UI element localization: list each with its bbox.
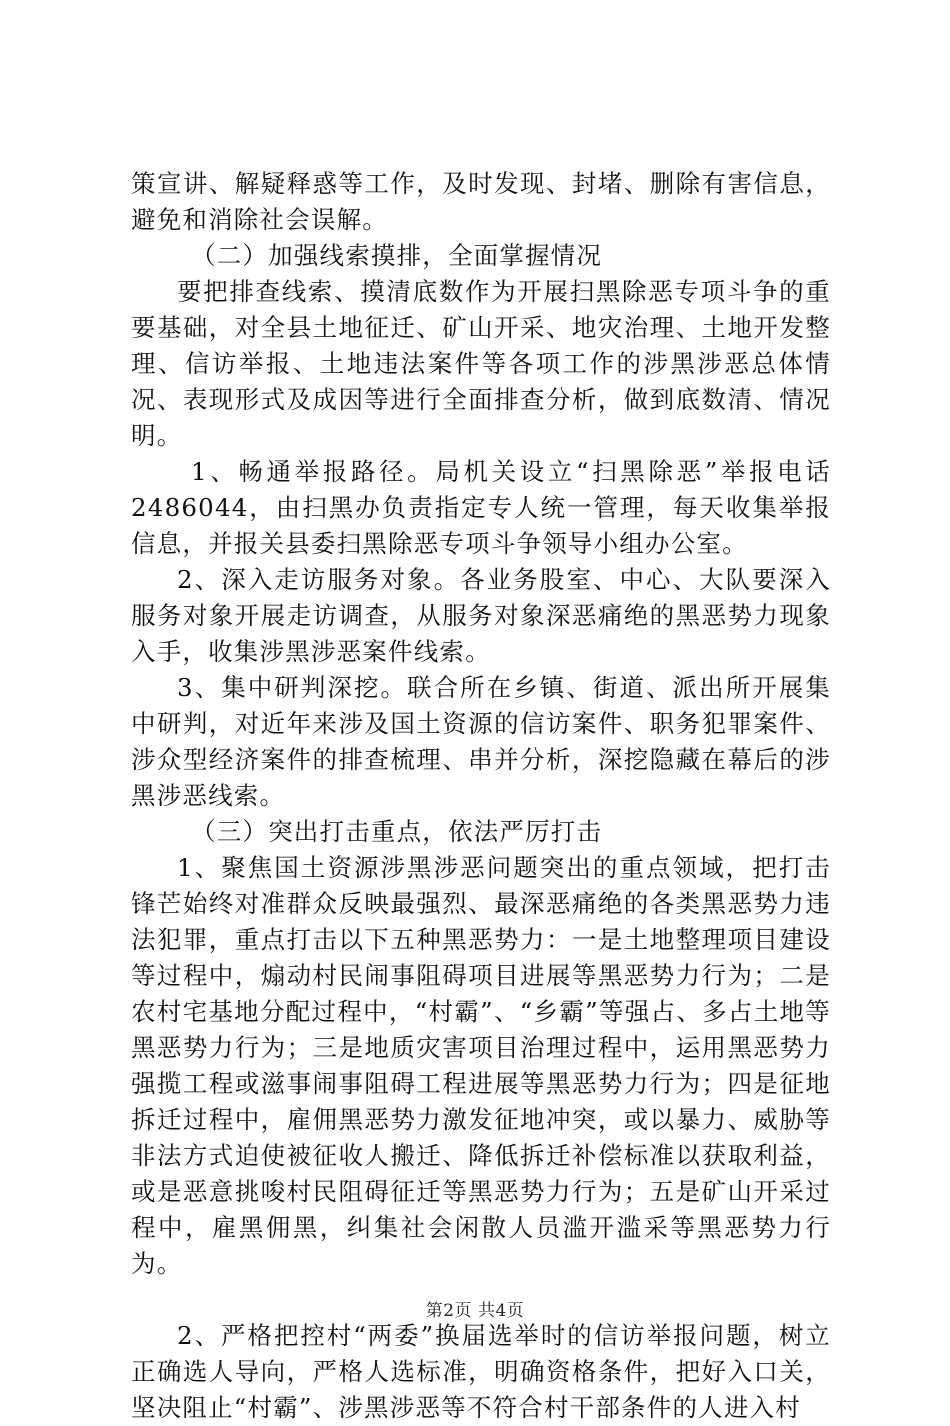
- paragraph-section-2-intro: 要把排查线索、摸清底数作为开展扫黑除恶专项斗争的重要基础，对全县土地征迁、矿山开采、地灾治理、土地开发整理、信访举报、土地违法案件等各项工作的涉黑涉恶总体情况、表现形式及成因等进行全面排查分析，做到底数清、情况明。: [131, 277, 831, 450]
- paragraph-section-3-item-1: 1、聚焦国土资源涉黑涉恶问题突出的重点领域，把打击锋芒始终对准群众反映最强烈、最深恶痛绝的各类黑恶势力违法犯罪，重点打击以下五种黑恶势力：一是土地整理项目建设等过程中，煽动村民闹事阻碍项目进展等黑恶势力行为；二是农村宅基地分配过程中，“村霸”、“乡霸”等强占、多占土地等黑恶势力行为；三是地质灾害项目治理过程中，运用黑恶势力强揽工程或滋事闹事阻碍工程进展等黑恶势力行为；四是征地拆迁过程中，雇佣黑恶势力激发征地冲突，或以暴力、威胁等非法方式迫使被征收人搬迁、降低拆迁补偿标准以获取利益，或是恶意挑唆村民阻碍征迁等黑恶势力行为；五是矿山开采过程中，雇黑佣黑，纠集社会闲散人员滥开滥采等黑恶势力行为。: [131, 853, 831, 1278]
- page-footer: 第2页 共4页: [425, 1301, 525, 1321]
- section-heading-2: （二）加强线索摸排，全面掌握情况: [191, 241, 603, 270]
- paragraph-section-3-item-2: 2、严格把控村“两委”换届选举时的信访举报问题，树立正确选人导向，严格人选标准，明确资格条件，把好入口关，坚决阻止“村霸”、涉黑涉恶等不符合村干部条件的人进入村: [131, 1321, 831, 1422]
- paragraph-item-1: 1、畅通举报路径。局机关设立“扫黑除恶”举报电话2486044，由扫黑办负责指定专人统一管理，每天收集举报信息，并报关县委扫黑除恶专项斗争领导小组办公室。: [131, 457, 831, 558]
- document-body: [131, 166, 831, 1426]
- paragraph-item-3: 3、集中研判深挖。联合所在乡镇、街道、派出所开展集中研判，对近年来涉及国土资源的信访案件、职务犯罪案件、涉众型经济案件的排查梳理、串并分析，深挖隐藏在幕后的涉黑涉恶线索。: [131, 673, 831, 810]
- paragraph-continuation: 策宣讲、解疑释惑等工作，及时发现、封堵、删除有害信息，避免和消除社会误解。: [131, 169, 831, 234]
- paragraph-item-2: 2、深入走访服务对象。各业务股室、中心、大队要深入服务对象开展走访调查，从服务对象深恶痛绝的黑恶势力现象入手，收集涉黑涉恶案件线索。: [131, 565, 831, 666]
- section-heading-3: （三）突出打击重点，依法严厉打击: [191, 817, 603, 846]
